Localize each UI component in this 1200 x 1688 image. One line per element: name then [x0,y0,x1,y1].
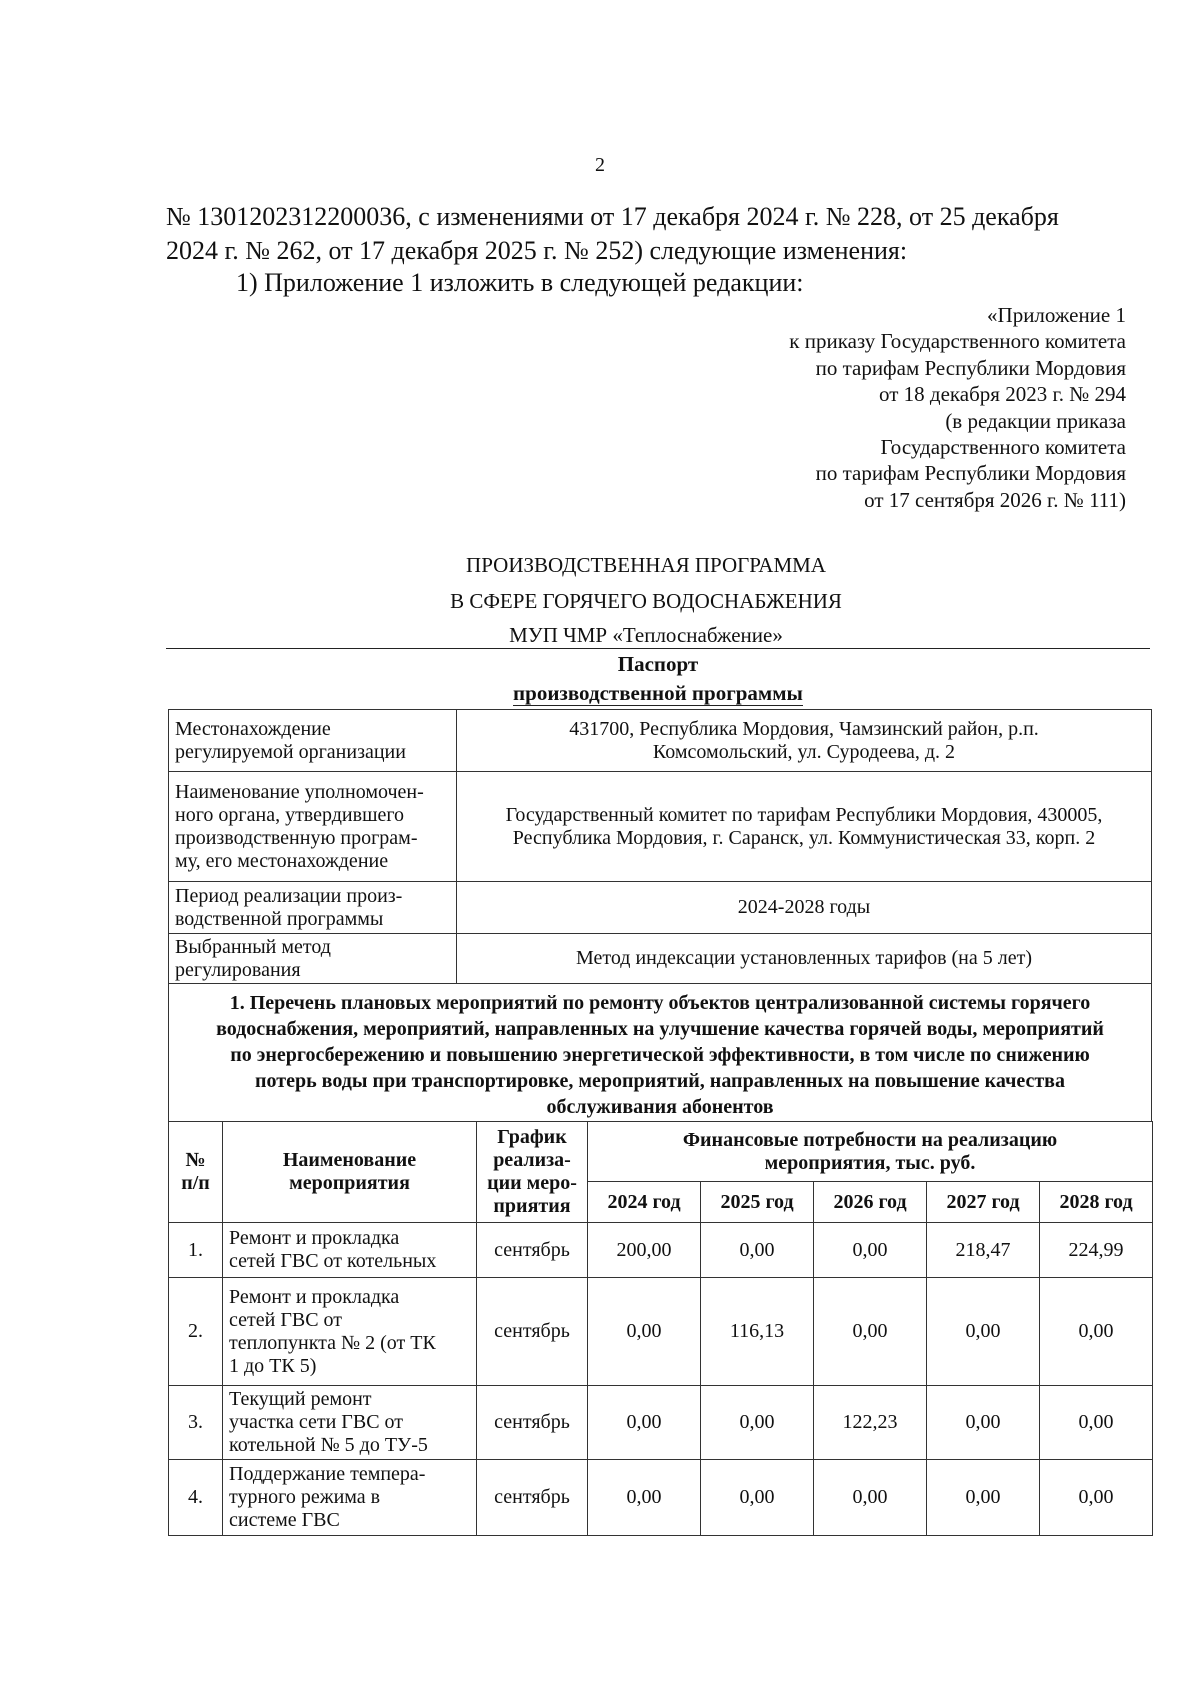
row-value: 0,00 [927,1278,1040,1386]
passport-table [168,709,1152,1122]
appendix-reference [566,302,1126,513]
row-value: 0,00 [927,1460,1040,1536]
appendix-line: (в редакции приказа [945,408,1126,433]
row-value: 0,00 [814,1223,927,1278]
table-row [169,1386,1153,1460]
header-year: 2026 год [814,1182,927,1223]
row-value: 0,00 [701,1386,814,1460]
header-year: 2027 год [927,1182,1040,1223]
program-subtitle: В СФЕРЕ ГОРЯЧЕГО ВОДОСНАБЖЕНИЯ [450,589,842,613]
intro-line: 2024 г. № 262, от 17 декабря 2025 г. № 252) следующие изменения: [166,236,908,265]
divider [166,648,1150,649]
passport-label: Наименование уполномочен- ного органа, утвердившего производственную програм- му, его местонахождение [169,772,457,882]
row-name: Текущий ремонт участка сети ГВС от котельной № 5 до ТУ-5 [223,1386,477,1460]
row-value: 0,00 [701,1223,814,1278]
row-value: 122,23 [814,1386,927,1460]
appendix-line: по тарифам Республики Мордовия [815,461,1126,486]
row-num: 1. [169,1223,223,1278]
header-year: 2024 год [588,1182,701,1223]
header-year: 2028 год [1040,1182,1153,1223]
passport-value: 431700, Республика Мордовия, Чамзинский район, р.п. Комсомольский, ул. Суродеева, д. 2 [457,710,1152,772]
row-num: 3. [169,1386,223,1460]
row-schedule: сентябрь [477,1460,588,1536]
page-number: 2 [595,154,605,176]
row-num: 2. [169,1278,223,1386]
row-value: 0,00 [814,1460,927,1536]
table-header-row [169,1122,1153,1182]
passport-subtitle: производственной программы [513,681,803,705]
row-value: 0,00 [588,1386,701,1460]
amendment-item: 1) Приложение 1 изложить в следующей редакции: [236,268,804,297]
row-value: 0,00 [1040,1460,1153,1536]
row-schedule: сентябрь [477,1278,588,1386]
row-schedule: сентябрь [477,1386,588,1460]
table-row [169,1278,1153,1386]
row-value: 0,00 [588,1278,701,1386]
passport-value: Метод индексации установленных тарифов (на 5 лет) [457,934,1152,984]
passport-row [169,772,1152,882]
row-value: 116,13 [701,1278,814,1386]
header-year: 2025 год [701,1182,814,1223]
intro-paragraph [166,200,1126,268]
appendix-line: Государственного комитета [880,435,1126,460]
organization-name: МУП ЧМР «Теплоснабжение» [509,623,783,647]
program-title: ПРОИЗВОДСТВЕННАЯ ПРОГРАММА [466,553,826,577]
header-name: Наименование мероприятия [223,1122,477,1223]
row-name: Поддержание темпера- турного режима в системе ГВС [223,1460,477,1536]
row-value: 200,00 [588,1223,701,1278]
row-schedule: сентябрь [477,1223,588,1278]
section-heading: 1. Перечень плановых мероприятий по ремонту объектов централизованной системы горячего водоснабжения, мероприятий, направленных на улучшение качества горячей воды, мероприятий по энергосбережению и повышению энергетической эффективности, в том числе по снижению потерь воды при транспортировке, мероприятий, направленных на повышение качества обслуживания абонентов [169,984,1152,1122]
row-value: 0,00 [588,1460,701,1536]
appendix-line: от 17 сентября 2026 г. № 111) [864,487,1126,512]
table-row [169,1460,1153,1536]
row-name: Ремонт и прокладка сетей ГВС от теплопункта № 2 (от ТК 1 до ТК 5) [223,1278,477,1386]
section-heading-row [169,984,1152,1122]
row-value: 224,99 [1040,1223,1153,1278]
intro-line: № 1301202312200036, с изменениями от 17 декабря 2024 г. № 228, от 25 декабря [166,202,1059,231]
row-name: Ремонт и прокладка сетей ГВС от котельных [223,1223,477,1278]
passport-label: Период реализации произ- водственной программы [169,882,457,934]
appendix-line: «Приложение 1 [987,303,1126,327]
row-value: 0,00 [701,1460,814,1536]
row-num: 4. [169,1460,223,1536]
passport-title: Паспорт [617,652,699,676]
table-row [169,1223,1153,1278]
measures-table [168,1121,1153,1536]
passport-label: Местонахождение регулируемой организации [169,710,457,772]
appendix-line: по тарифам Республики Мордовия [815,355,1126,380]
header-num: № п/п [169,1122,223,1223]
passport-value: 2024-2028 годы [457,882,1152,934]
row-value: 0,00 [814,1278,927,1386]
appendix-line: к приказу Государственного комитета [789,329,1126,354]
header-finance: Финансовые потребности на реализацию мероприятия, тыс. руб. [588,1122,1153,1182]
passport-label: Выбранный метод регулирования [169,934,457,984]
header-schedule: График реализа- ции меро- приятия [477,1122,588,1223]
row-value: 0,00 [927,1386,1040,1460]
appendix-line: от 18 декабря 2023 г. № 294 [879,382,1126,407]
passport-row [169,934,1152,984]
passport-row [169,882,1152,934]
row-value: 218,47 [927,1223,1040,1278]
row-value: 0,00 [1040,1386,1153,1460]
passport-row [169,710,1152,772]
row-value: 0,00 [1040,1278,1153,1386]
passport-value: Государственный комитет по тарифам Республики Мордовия, 430005, Республика Мордовия, г. Саранск, ул. Коммунистическая 33, корп. 2 [457,772,1152,882]
